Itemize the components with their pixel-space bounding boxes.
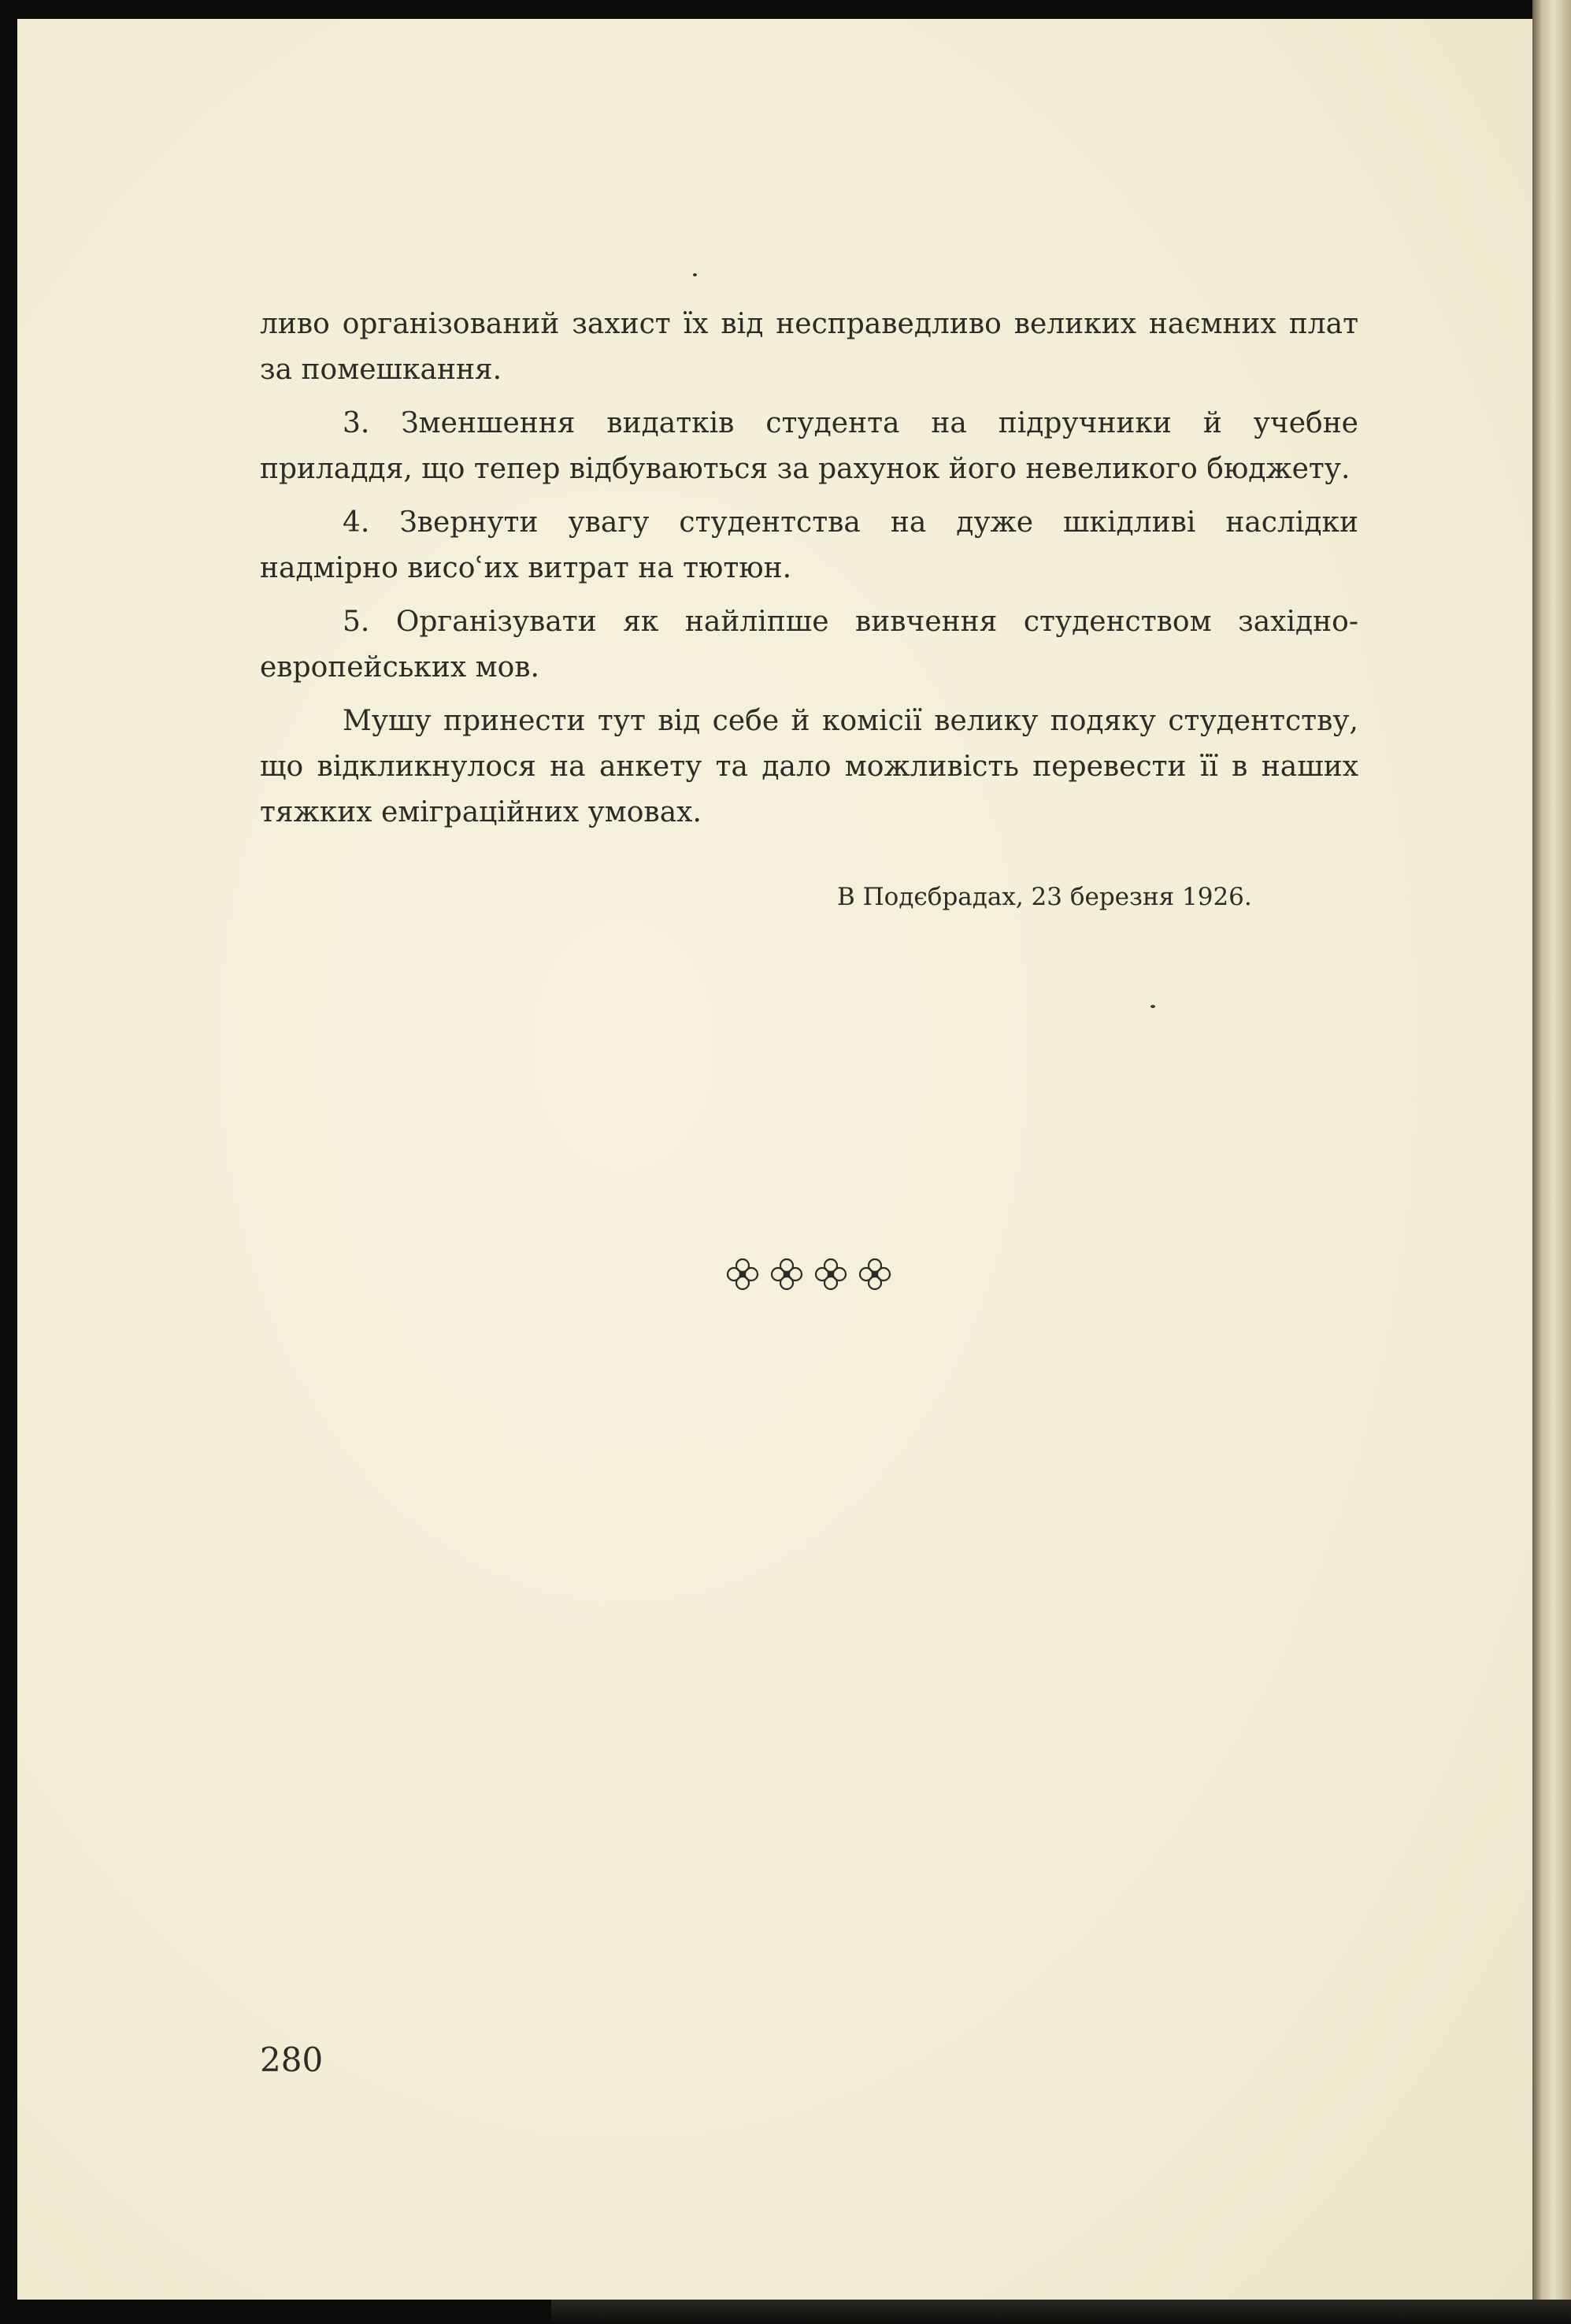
page-number: 280 bbox=[260, 2040, 324, 2079]
place-date-signature: В Подєбрадах, 23 березня 1926. bbox=[837, 883, 1252, 911]
paragraph-5: Мушу принести тут від себе й комісії велику подяку студентству, що відкликнулося на анкету та дало можливість перевести її в наших тяжких еміграційних умовах. bbox=[260, 705, 1358, 828]
paragraph-4: 5. Органiзувати як найліпше вивчення студенством західно-европейських мов. bbox=[260, 606, 1358, 684]
paragraph-2: 3. Зменшення видатків студента на підручники й учебне приладдя, що тепер відбуваються за рахунок його невеликого бюджету. bbox=[260, 407, 1358, 485]
paragraph-3: 4. Звернути увагу студентства на дуже шкідливі наслідки надмірно висоʿих витрат на тютюн. bbox=[260, 506, 1358, 584]
body-text bbox=[260, 302, 1358, 843]
four-flower-ornament bbox=[721, 1252, 898, 1296]
ink-speck bbox=[693, 273, 697, 276]
bottom-shadow bbox=[551, 2300, 1571, 2324]
paragraph-1: ливо оргaнізований захист їх від несправедливо великих наємних плат за помешкання. bbox=[260, 308, 1358, 386]
book-gutter bbox=[1532, 0, 1571, 2324]
ink-speck bbox=[1150, 1005, 1155, 1008]
